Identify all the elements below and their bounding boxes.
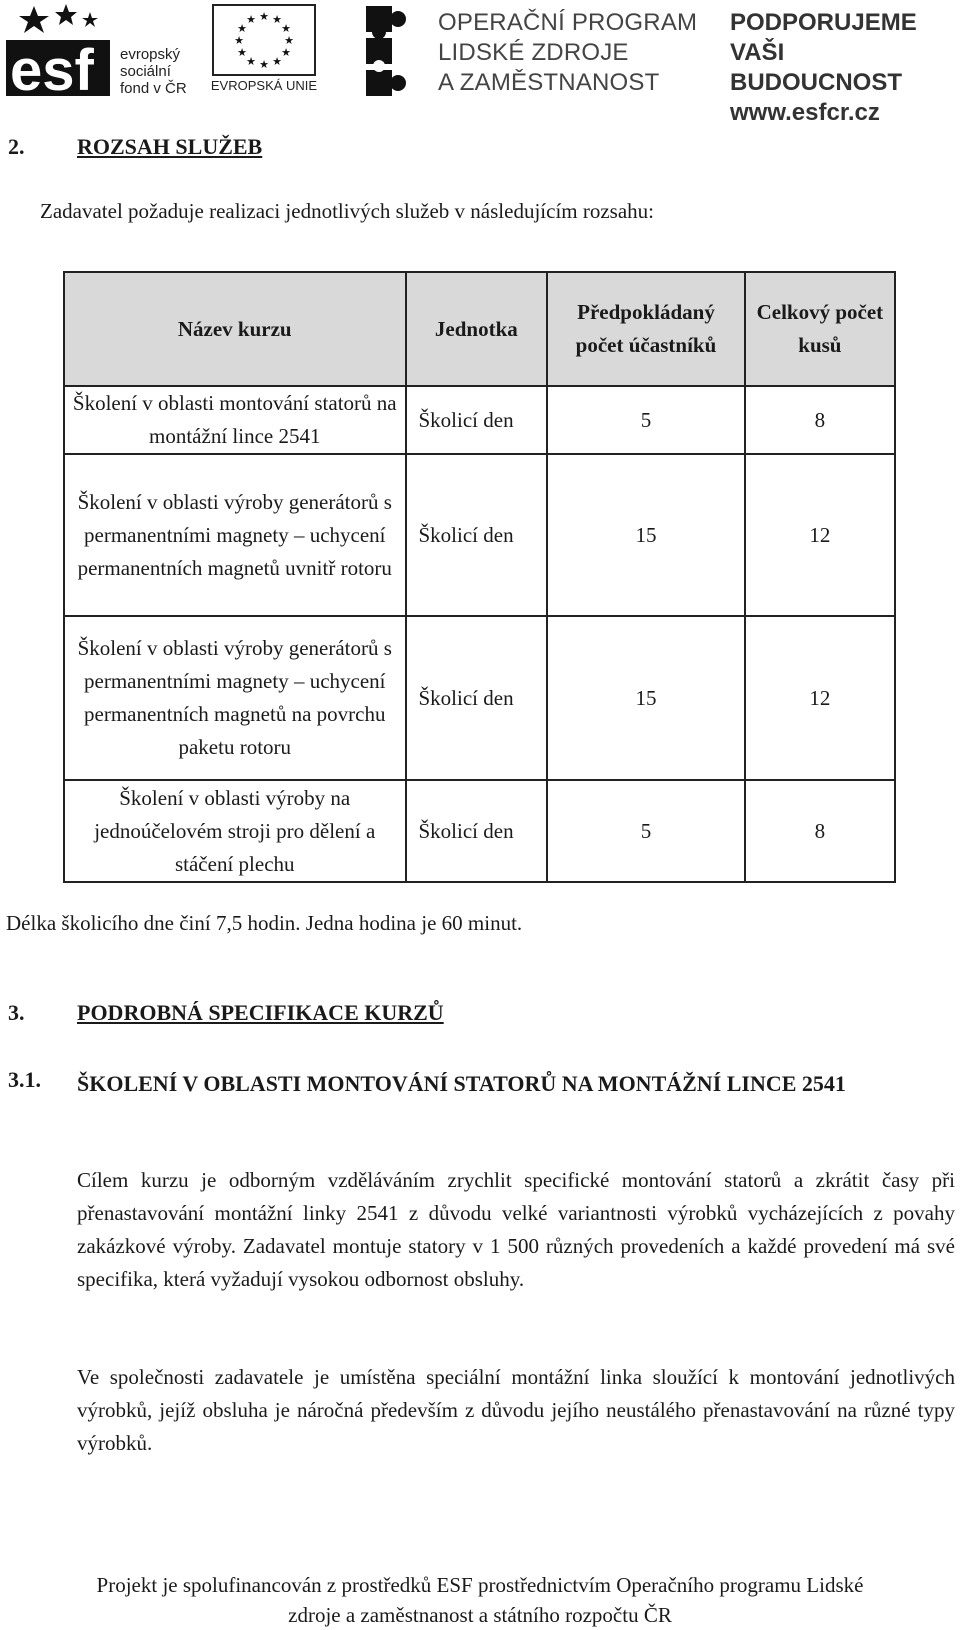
svg-text:★: ★ [246, 55, 256, 68]
header-course-name: Název kurzu [64, 272, 406, 386]
course-name: Školení v oblasti výroby generátorů s permanentními magnety – uchycení permanentních magnetů na povrchu paketu rotoru [64, 616, 406, 780]
esf-logo [4, 2, 114, 98]
course-total: 8 [745, 780, 895, 882]
course-name: Školení v oblasti výroby generátorů s permanentními magnety – uchycení permanentních magnetů uvnitř rotoru [64, 454, 406, 616]
svg-text:★: ★ [259, 10, 269, 23]
section-3-title: PODROBNÁ SPECIFIKACE KURZŮ [77, 1000, 444, 1025]
course-name: Školení v oblasti montování statorů na montážní lince 2541 [64, 386, 406, 454]
page-footer [0, 1570, 960, 1630]
course-participants: 5 [547, 780, 745, 882]
svg-text:★: ★ [237, 22, 247, 35]
svg-text:★: ★ [281, 22, 291, 35]
section-3-1-number: 3.1. [8, 1067, 41, 1092]
header-unit: Jednotka [406, 272, 548, 386]
course-participants: 5 [547, 386, 745, 454]
course-unit: Školicí den [406, 616, 548, 780]
section-3-1-title: ŠKOLENÍ V OBLASTI MONTOVÁNÍ STATORŮ NA MONTÁŽNÍ LINCE 2541 [77, 1071, 846, 1096]
svg-text:★: ★ [259, 58, 269, 71]
course-participants: 15 [547, 454, 745, 616]
eu-logo [208, 2, 320, 98]
section-3-number: 3. [8, 1000, 25, 1025]
footer-line-2: zdroje a zaměstnanost a státního rozpočtu ČR [288, 1603, 672, 1627]
table-header-row [64, 272, 895, 386]
table-row [64, 454, 895, 616]
course-total: 8 [745, 386, 895, 454]
course-unit: Školicí den [406, 780, 548, 882]
svg-text:★: ★ [272, 13, 282, 26]
support-line-1: PODPORUJEME [730, 9, 917, 36]
svg-text:esf: esf [10, 38, 94, 98]
svg-text:★: ★ [284, 34, 294, 47]
section-2-number: 2. [8, 134, 25, 159]
svg-text:★: ★ [237, 46, 247, 59]
table-row [64, 616, 895, 780]
program-line-2: LIDSKÉ ZDROJE [438, 39, 629, 66]
eu-flag-icon [212, 4, 316, 76]
svg-text:★: ★ [234, 34, 244, 47]
svg-text:★: ★ [281, 46, 291, 59]
courses-table [63, 271, 896, 883]
course-total: 12 [745, 616, 895, 780]
section-2-intro: Zadavatel požaduje realizaci jednotlivých služeb v následujícím rozsahu: [40, 199, 655, 223]
footer-line-1: Projekt je spolufinancován z prostředků ESF prostřednictvím Operačního programu Lidské [96, 1573, 864, 1597]
op-puzzle-logo-icon [360, 2, 424, 98]
support-line-2: VAŠI BUDOUCNOST [730, 39, 902, 96]
svg-text:★: ★ [272, 55, 282, 68]
eu-label: EVROPSKÁ UNIE [210, 78, 318, 93]
esf-line-2: sociální [120, 63, 171, 80]
program-line-1: OPERAČNÍ PROGRAM [438, 9, 698, 36]
course-participants: 15 [547, 616, 745, 780]
support-link[interactable]: www.esfcr.cz [730, 99, 880, 126]
program-line-3: A ZAMĚSTNANOST [438, 69, 660, 96]
esf-logo-text [120, 46, 187, 97]
section-2-title: ROZSAH SLUŽEB [77, 134, 263, 159]
svg-text:★: ★ [246, 13, 256, 26]
course-unit: Školicí den [406, 454, 548, 616]
header-total: Celkový počet kusů [745, 272, 895, 386]
section-3-1-paragraph-1: Cílem kurzu je odborným vzděláváním zrychlit specifické montování statorů a zkrátit časy při přenastavování montážní linky 2541 z důvodu velké variantnosti výrobků vycházejících z povahy zakázkové výroby. Zadavatel montuje statory v 1 500 různých provedeních a každé provedení má své specifika, která vyžadují vysokou odbornost obsluhy. [77, 1168, 955, 1291]
support-slogan [730, 8, 960, 128]
course-name: Školení v oblasti výroby na jednoúčelovém stroji pro dělení a stáčení plechu [64, 780, 406, 882]
table-row [64, 780, 895, 882]
table-row [64, 386, 895, 454]
esf-line-3: fond v ČR [120, 80, 187, 97]
training-day-note: Délka školicího dne činí 7,5 hodin. Jedna hodina je 60 minut. [6, 911, 523, 935]
header-participants: Předpokládaný počet účastníků [547, 272, 745, 386]
course-unit: Školicí den [406, 386, 548, 454]
esf-line-1: evropský [120, 46, 181, 63]
program-title [438, 8, 697, 98]
course-total: 12 [745, 454, 895, 616]
section-3-1-paragraph-2: Ve společnosti zadavatele je umístěna speciální montážní linka sloužící k montování jednotlivých výrobků, jejíž obsluha je náročná především z důvodu jejího neustálého přenastavování na různé typy výrobků. [77, 1365, 955, 1455]
